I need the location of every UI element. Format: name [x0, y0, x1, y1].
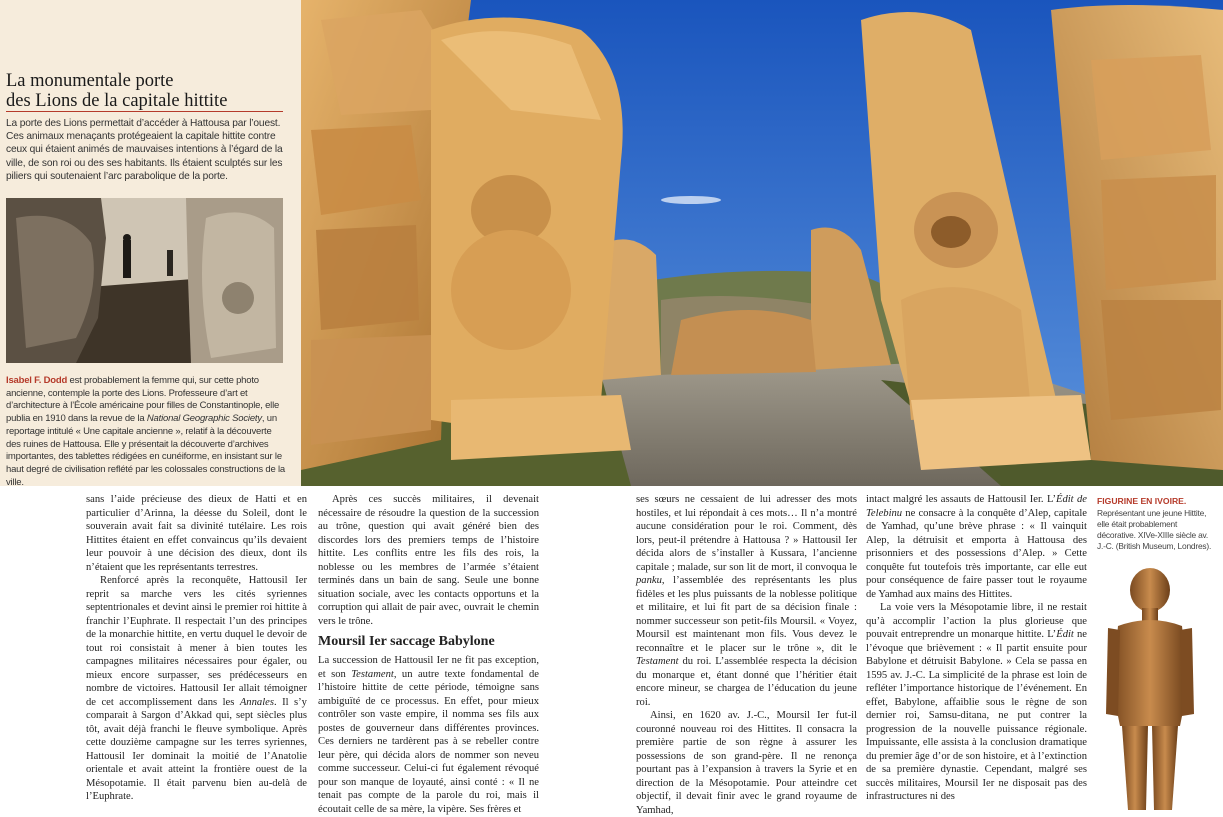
body-column-4	[866, 493, 1087, 804]
body-column-1	[86, 493, 307, 804]
col3-paragraph-1-text: ses sœurs ne cessaient de lui adresser des mots hostiles, et lui répondait à ces mots… Il n’a montré aucune considération pour le roi. Comment, dès lors, peut-il prétendre à Hattousa ? » Hattousil Ier décida alors de s’installer à Kussara, l’ancienne capitale ; malade, sur son lit de mort, il convoqua le	[636, 494, 857, 573]
col2-paragraph-2	[318, 654, 539, 816]
section-subheading: Moursil Ier saccage Babylone	[318, 634, 495, 649]
col4-paragraph-1-cont: ne consacre à la conquête d’Alep, capitale de Yamhad, qu’une brève phrase : « Il vainquit Alep, la détruisit et emporta à Hattousa des prisonniers et des possessions d’Alep. » Cette conquête fut toutefois très importante, car elle eut pour conséquence de faire passer tout le royaume de Yamhad aux mains des Hittites.	[866, 507, 1087, 600]
headline	[6, 71, 286, 111]
col3-testament: Testament	[636, 656, 679, 667]
figurine-title: FIGURINE EN IVOIRE.	[1097, 496, 1187, 506]
caption-person-name: Isabel F. Dodd	[6, 375, 68, 386]
ivory-figurine-image	[1100, 566, 1200, 810]
caption-text-2: , un reportage intitulé « Une capitale ancienne », relatif à la découverte des ruines de Hattousa. Elle y présentait la découverte d’archives importantes, des tablettes rédigées en cunéiforme, en insistant sur le haut degré de civilisation reflété par les colossales constructions de la ville.	[6, 413, 286, 488]
col3-paragraph-1-mid: , l’assemblée des représentants les plus fidèles et les plus puissants de la noblesse politique et militaire, et lui fit part de sa décision finale : nommer successeur son petit-fils Moursil. « Voyez, Moursil est maintenant mon fils. Vous devez le reconnaître et le placer sur le trône », dit le	[636, 575, 857, 654]
headline-line-1: La monumentale porte	[6, 71, 174, 91]
body-column-3	[636, 493, 857, 817]
col4-paragraph-1-text: intact malgré les assauts de Hattousil Ier. L’	[866, 494, 1056, 505]
lion-gate-photo	[301, 0, 1223, 486]
col1-annales: Annales	[239, 696, 274, 708]
col4-edit-2: Édit	[1056, 629, 1074, 640]
col2-paragraph-2-cont: , un autre texte fondamental de l’histoire hittite de cette période, témoigne sans ambiguïté de ce processus. En effet, pour mieux contrôler son vaste empire, il nomma ses fils aux postes de gouverneur dans différentes provinces. Ces derniers ne tardèrent pas à se rebeller contre leur père, qui décida alors de nommer son neveu comme successeur. Celui-ci fut également révoqué pour son manque de loyauté, ainsi conté : « Il ne tenait pas compte de la parole du roi, mais il écoutait celle de sa mère, la vipère. Ses frères et	[318, 668, 539, 815]
caption-magazine: National Geographic Society	[146, 413, 262, 425]
caption-text-1: est probablement la femme qui, sur cette photo ancienne, contemple la porte des Lions. Professeure d’art et d’architecture à l’École américaine pour filles de Constantinople, elle publia en 1910 dans la revue de la	[6, 375, 280, 425]
col2-testament: Testament	[351, 668, 394, 680]
col3-paragraph-1	[636, 493, 857, 709]
old-photo	[6, 198, 283, 363]
col4-edit: Édit de Telebinu	[866, 494, 1087, 519]
body-column-2	[318, 493, 539, 816]
col3-panku: panku	[636, 575, 662, 586]
col2-paragraph-1: Après ces succès militaires, il devenait nécessaire de résoudre la question de la succession au trône, question qui avait généré bien des discordes lors des premiers temps de l’histoire hittite. Les conflits entre les fils des rois, la noblesse ou les membres de l’armée s’étaient terminés dans un bain de sang. Seule une bonne situation sociale, avec les contacts opportuns et la corruption qui allait de pair avec, ouvrait le chemin vers le trône.	[318, 494, 539, 627]
headline-line-2: des Lions de la capitale hittite	[6, 91, 228, 111]
photo-caption	[6, 375, 287, 489]
col1-paragraph-2-text: Renforcé après la reconquête, Hattousil Ier reprit sa marche vers les cités syriennes septentrionales et devint ainsi le premier roi hittite à franchir l’Euphrate. Il respectait l’un des principes de la monarchie hittite, en vertu duquel le devoir de tout roi consistait à mener à bien toutes les campagnes militaires nécessaires pour égaler, ou mieux encore surpasser, ses prédécesseurs en nombre de victoires. Hattousil Ier allait témoigner de cet accomplissement dans les	[86, 575, 307, 708]
col3-paragraph-1-end: du roi. L’assemblée respecta la décision du monarque et, étant donné que l’héritier était encore mineur, se chargea de l’éducation du jeune roi.	[636, 656, 857, 708]
headline-rule	[6, 111, 283, 112]
col3-paragraph-2: Ainsi, en 1620 av. J.-C., Moursil Ier fut-il couronné nouveau roi des Hittites. Il consacra la première partie de son règne à assurer les possessions de son grand-père. Il ne renonça pourtant pas à l’expansion à travers la Syrie et en direction de la Mésopotamie. Pour atteindre cet objectif, il devait finir avec le grand royaume de Yamhad,	[636, 710, 857, 816]
figurine-caption: Représentant une jeune Hittite, elle était probablement décorative. XIVe-XIIIe siècle av. J.-C. (British Museum, Londres).	[1097, 508, 1212, 551]
col1-paragraph-1: sans l’aide précieuse des dieux de Hatti et en particulier d’Arinna, la déesse du Soleil, dont le souverain avait fait sa divinité tutélaire. Les rois Hittites étaient en effet convaincus qu’ils devaient leur pouvoir à une décision des dieux, dont ils n’étaient que les représentants terrestres.	[86, 494, 307, 573]
col4-paragraph-2-cont: ne l’évoque que brièvement : « Il partit ensuite pour Babylone et détruisit Babylone. » Cela se passa en 1595 av. J.-C. La simplicité de la phrase est loin de refléter l’importance historique de l’événement. En effet, Babylone, affaiblie sous le règne de son dernier roi, Samsu-ditana, ne put contrer la progression de la nouvelle puissance régionale. Impuissante, elle assista à la conclusion dramatique du premier âge d’or de son histoire, et à l’extinction de sa première dynastie. Cependant, malgré ses succès militaires, Moursil Ier ne disposait pas des infrastructures ni des	[866, 629, 1087, 802]
col1-paragraph-2-cont: . Il s’y comparait à Sargon d’Akkad qui, sept siècles plus tôt, avait déjà franchi le fleuve symbolique. Après cette douzième campagne sur les terres syriennes, Hattousil Ier dominait la moitié de l’Anatolie orientale et avait atteint la frontière ouest de la Mésopotamie. Il était parvenu bien au-delà de l’Euphrate.	[86, 696, 307, 802]
col4-paragraph-2-text: La voie vers la Mésopotamie libre, il ne restait qu’à accomplir l’action la plus glorieuse que pouvait entreprendre un monarque hittite. L’	[866, 602, 1087, 640]
col4-paragraph-1	[866, 493, 1087, 601]
lead-text: La porte des Lions permettait d’accéder à Hattousa par l’ouest. Ces animaux menaçants protégeaient la capitale hittite contre ceux qui étaient animés de mauvaises intentions à l’égard de la ville, de son roi ou des ses habitants. Ils étaient sculptés sur les piliers qui soutenaient l’arc parabolique de la porte.	[6, 118, 283, 182]
col4-paragraph-2	[866, 601, 1087, 804]
col2-paragraph-2-text: La succession de Hattousil Ier ne fit pas exception, et son	[318, 655, 539, 680]
col1-paragraph-2	[86, 574, 307, 804]
